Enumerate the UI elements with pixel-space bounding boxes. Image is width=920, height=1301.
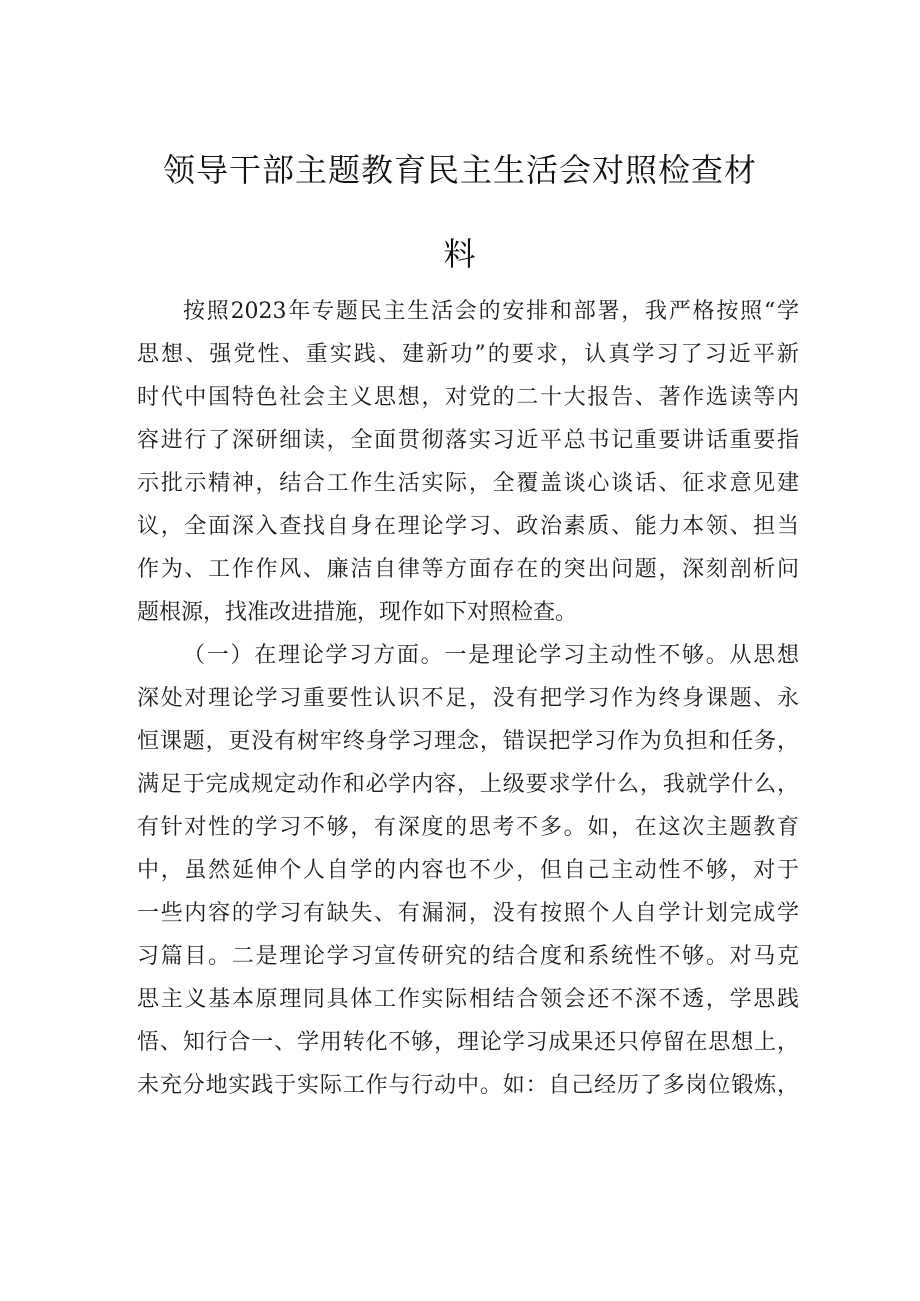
paragraph-line: 容进行了深研细读，全面贯彻落实习近平总书记重要讲话重要指 xyxy=(137,428,799,453)
paragraph-line: 习篇目。二是理论学习宣传研究的结合度和系统性不够。对马克 xyxy=(137,944,799,969)
paragraph-line: 一些内容的学习有缺失、有漏洞，没有按照个人自学计划完成学 xyxy=(137,901,799,926)
paragraph-line: 深处对理论学习重要性认识不足，没有把学习作为终身课题、永 xyxy=(137,686,799,711)
paragraph-line: 中，虽然延伸个人自学的内容也不少，但自己主动性不够，对于 xyxy=(137,858,799,883)
paragraph-line: 示批示精神，结合工作生活实际，全覆盖谈心谈话、征求意见建 xyxy=(137,471,799,496)
paragraph-line: 按照2023年专题民主生活会的安排和部署，我严格按照“学 xyxy=(183,299,799,324)
document-title-line-2: 料 xyxy=(443,235,477,273)
paragraph-line: 时代中国特色社会主义思想，对党的二十大报告、著作选读等内 xyxy=(137,385,799,410)
paragraph-line: （一）在理论学习方面。一是理论学习主动性不够。从思想 xyxy=(183,643,799,668)
document-title-line-1: 领导干部主题教育民主生活会对照检查材 xyxy=(162,151,757,189)
paragraph-line: 有针对性的学习不够，有深度的思考不多。如，在这次主题教育 xyxy=(137,815,799,840)
paragraph-line: 未充分地实践于实际工作与行动中。如：自己经历了多岗位锻炼， xyxy=(137,1073,799,1098)
paragraph-line: 思想、强党性、重实践、建新功”的要求，认真学习了习近平新 xyxy=(137,342,799,367)
paragraph-line: 议，全面深入查找自身在理论学习、政治素质、能力本领、担当 xyxy=(137,514,799,539)
paragraph-line: 题根源，找准改进措施，现作如下对照检查。 xyxy=(137,600,578,625)
paragraph-line: 作为、工作作风、廉洁自律等方面存在的突出问题，深刻剖析问 xyxy=(137,557,799,582)
paragraph-line: 思主义基本原理同具体工作实际相结合领会还不深不透，学思践 xyxy=(137,987,799,1012)
paragraph-line: 悟、知行合一、学用转化不够，理论学习成果还只停留在思想上， xyxy=(137,1030,799,1055)
paragraph-line: 恒课题，更没有树牢终身学习理念，错误把学习作为负担和任务， xyxy=(137,729,799,754)
paragraph-line: 满足于完成规定动作和必学内容，上级要求学什么，我就学什么， xyxy=(137,772,799,797)
